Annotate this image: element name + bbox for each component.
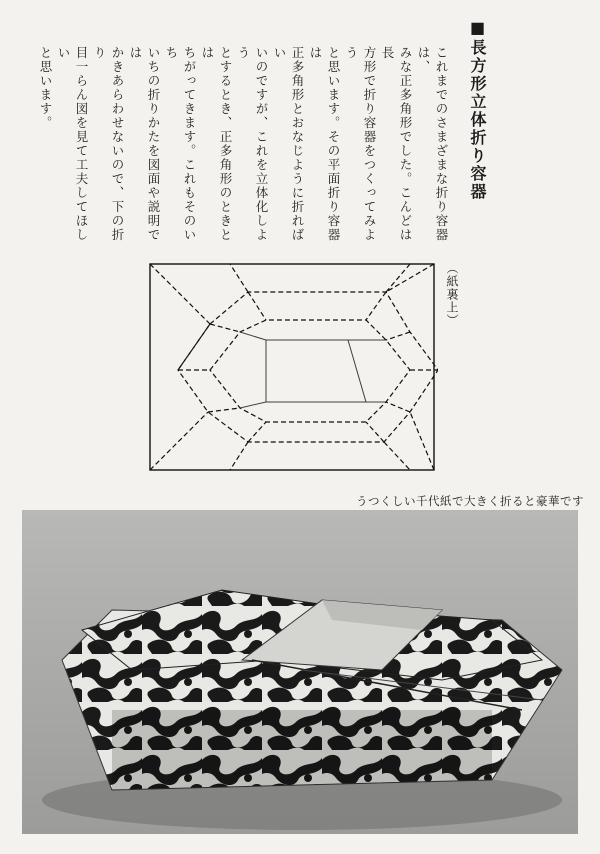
body-line: とするとき、正多角形のときとは	[200, 46, 233, 242]
body-line: 正多角形とおなじように折ればい	[272, 46, 305, 242]
photo-caption: うつくしい千代紙で大きく折ると豪華です	[356, 494, 584, 508]
body-line: 目一らん図を見て工夫してほしい	[56, 46, 89, 242]
body-text	[38, 46, 450, 251]
diagram-label: （紙裏上）	[445, 262, 459, 327]
crease-pattern-diagram	[148, 262, 438, 472]
body-line: と思います。	[38, 46, 53, 130]
origami-box-photo	[22, 510, 578, 834]
body-line: いちの折りかたを図面や説明では	[128, 46, 161, 242]
body-line: いのですが、これを立体化しよう	[236, 46, 269, 242]
body-line: みな正多角形でした。こんどは長	[380, 46, 413, 242]
body-line: と思います。その平面折り容器は	[308, 46, 341, 242]
body-line: ちがってきます。これもそのいち	[164, 46, 197, 242]
body-line: かきあらわせないので、下の折り	[92, 46, 125, 242]
body-line: 方形で折り容器をつくってみよう	[344, 46, 377, 242]
page-title: ■長方形立体折り容器	[468, 18, 487, 201]
body-line: これまでのさまざまな折り容器は、	[416, 46, 449, 242]
